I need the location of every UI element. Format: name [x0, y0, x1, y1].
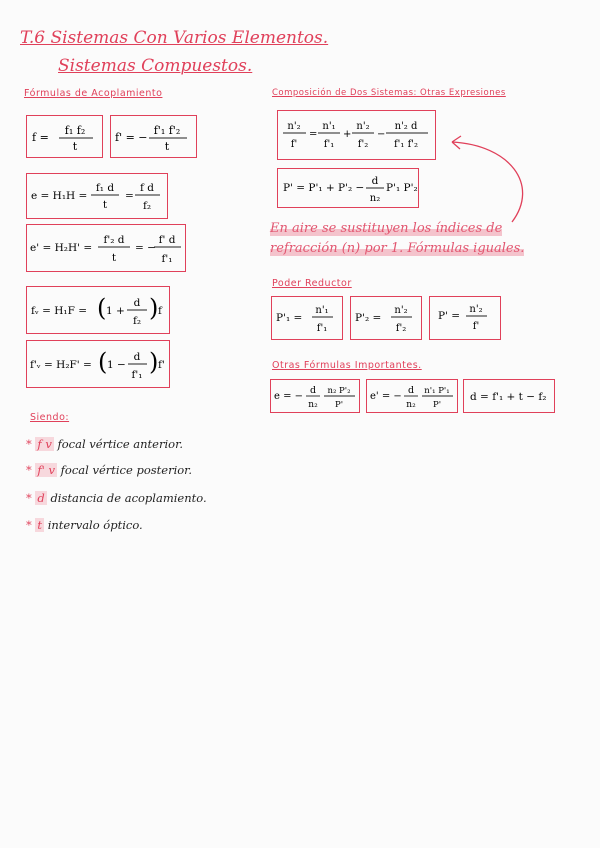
svg-text:t: t — [72, 140, 78, 153]
svg-text:f d: f d — [140, 182, 154, 194]
svg-text:P'₂ =: P'₂ = — [355, 312, 382, 324]
svg-text:f'₂: f'₂ — [357, 139, 369, 150]
svg-text:d: d — [309, 385, 317, 396]
svg-text:f =: f = — [32, 131, 49, 144]
svg-text:f: f — [158, 305, 162, 317]
svg-text:f₂: f₂ — [132, 315, 142, 327]
svg-text:f'₂: f'₂ — [395, 323, 407, 334]
svg-text:f'₁ f'₂: f'₁ f'₂ — [153, 124, 181, 137]
definition-fpv: * f' v focal vértice posterior. — [26, 463, 193, 477]
svg-text:e = H₁H =: e = H₁H = — [31, 190, 88, 202]
page-title: T.6 Sistemas Con Varios Elementos. — [20, 28, 329, 48]
svg-text:(: ( — [98, 348, 108, 376]
formula-box-otra-e — [270, 379, 360, 413]
svg-text:f'₁ f'₂: f'₁ f'₂ — [393, 139, 419, 150]
svg-text:e' = H₂H' =: e' = H₂H' = — [30, 242, 93, 254]
formula-box-e — [26, 173, 168, 219]
formula-box-f — [26, 115, 103, 158]
highlight-note-line1: En aire se sustituyen los índices de — [270, 221, 503, 236]
formula-box-p2 — [350, 296, 422, 340]
svg-text:P' =: P' = — [438, 310, 461, 322]
svg-text:P': P' — [334, 400, 344, 410]
svg-text:d = f'₁ + t − f₂: d = f'₁ + t − f₂ — [470, 391, 547, 403]
formula-box-composicion — [277, 110, 436, 160]
svg-text:=: = — [125, 190, 134, 202]
svg-text:P' = P'₁ + P'₂ −: P' = P'₁ + P'₂ − — [283, 182, 365, 194]
svg-text:n'₁ P'₁: n'₁ P'₁ — [424, 386, 450, 396]
section-acoplamiento: Fórmulas de Acoplamiento — [24, 88, 163, 99]
section-poder-reductor: Poder Reductor — [272, 278, 352, 289]
formula-box-e-prime — [26, 224, 186, 272]
page-subtitle: Sistemas Compuestos. — [58, 56, 253, 76]
svg-text:f'₁: f'₁ — [161, 253, 173, 265]
svg-text:d: d — [133, 297, 141, 309]
section-otras: Otras Fórmulas Importantes. — [272, 360, 422, 371]
svg-text:n'₂ d: n'₂ d — [394, 121, 418, 132]
svg-text:n₂: n₂ — [308, 400, 318, 410]
svg-text:n'₂: n'₂ — [287, 121, 301, 132]
svg-text:P': P' — [432, 400, 442, 410]
svg-text:t: t — [102, 199, 108, 211]
svg-text:n'₂: n'₂ — [394, 305, 408, 316]
svg-text:f': f' — [290, 139, 298, 150]
svg-text:n'₂: n'₂ — [356, 121, 370, 132]
svg-text:P'₁ P'₂: P'₁ P'₂ — [386, 182, 418, 194]
definition-t: * t intervalo óptico. — [26, 518, 143, 532]
svg-text:n₂: n₂ — [369, 193, 381, 204]
definition-d: * d distancia de acoplamiento. — [26, 491, 207, 505]
svg-text:n₂ P'₂: n₂ P'₂ — [327, 386, 351, 396]
svg-text:f'ᵥ = H₂F' =: f'ᵥ = H₂F' = — [30, 359, 92, 371]
svg-text:f'₁: f'₁ — [131, 369, 143, 381]
svg-text:t: t — [164, 140, 170, 153]
svg-text:+: + — [343, 129, 352, 140]
svg-text:n'₂: n'₂ — [469, 304, 483, 315]
formula-box-f-prime — [110, 115, 197, 158]
svg-text:n₂: n₂ — [406, 400, 416, 410]
svg-text:): ) — [149, 294, 159, 322]
svg-text:= −: = − — [135, 242, 156, 254]
svg-text:f'₁: f'₁ — [316, 323, 328, 334]
formula-box-otra-e-prime — [366, 379, 458, 413]
svg-text:f'₂ d: f'₂ d — [103, 234, 125, 246]
svg-text:d: d — [133, 351, 141, 363]
svg-text:f' = −: f' = − — [115, 131, 148, 144]
svg-text:1 −: 1 − — [107, 359, 126, 371]
svg-text:d: d — [371, 175, 379, 187]
svg-text:P'₁ =: P'₁ = — [276, 312, 303, 324]
svg-text:e = −: e = − — [274, 391, 304, 402]
svg-text:f₁ d: f₁ d — [95, 182, 115, 194]
svg-text:n'₁: n'₁ — [315, 305, 329, 316]
svg-text:1 +: 1 + — [106, 305, 125, 317]
svg-text:(: ( — [97, 294, 107, 322]
formula-box-power — [277, 168, 419, 208]
formula-box-p1 — [271, 296, 343, 340]
highlight-note-line2: refracción (n) por 1. Fórmulas iguales. — [270, 241, 525, 256]
formula-box-otra-d — [463, 379, 555, 413]
svg-text:fᵥ = H₁F =: fᵥ = H₁F = — [31, 305, 88, 317]
definition-fv: * f v focal vértice anterior. — [26, 437, 183, 451]
svg-text:f': f' — [472, 321, 480, 332]
formula-box-p — [429, 296, 501, 340]
svg-text:f': f' — [158, 359, 165, 371]
svg-text:f₂: f₂ — [142, 200, 152, 212]
svg-text:f₁ f₂: f₁ f₂ — [64, 124, 86, 137]
svg-text:−: − — [377, 129, 386, 140]
svg-text:d: d — [407, 385, 415, 396]
svg-text:f'₁: f'₁ — [323, 139, 335, 150]
svg-text:t: t — [111, 252, 117, 264]
svg-text:=: = — [309, 129, 318, 140]
formula-box-fpv — [26, 340, 170, 388]
svg-text:): ) — [149, 348, 159, 376]
section-siendo: Siendo: — [30, 412, 70, 423]
formula-box-fv — [26, 286, 170, 334]
svg-text:e' = −: e' = − — [370, 391, 402, 402]
svg-text:f' d: f' d — [158, 234, 176, 246]
section-composicion: Composición de Dos Sistemas: Otras Expresiones — [272, 88, 506, 98]
svg-text:n'₁: n'₁ — [322, 121, 336, 132]
